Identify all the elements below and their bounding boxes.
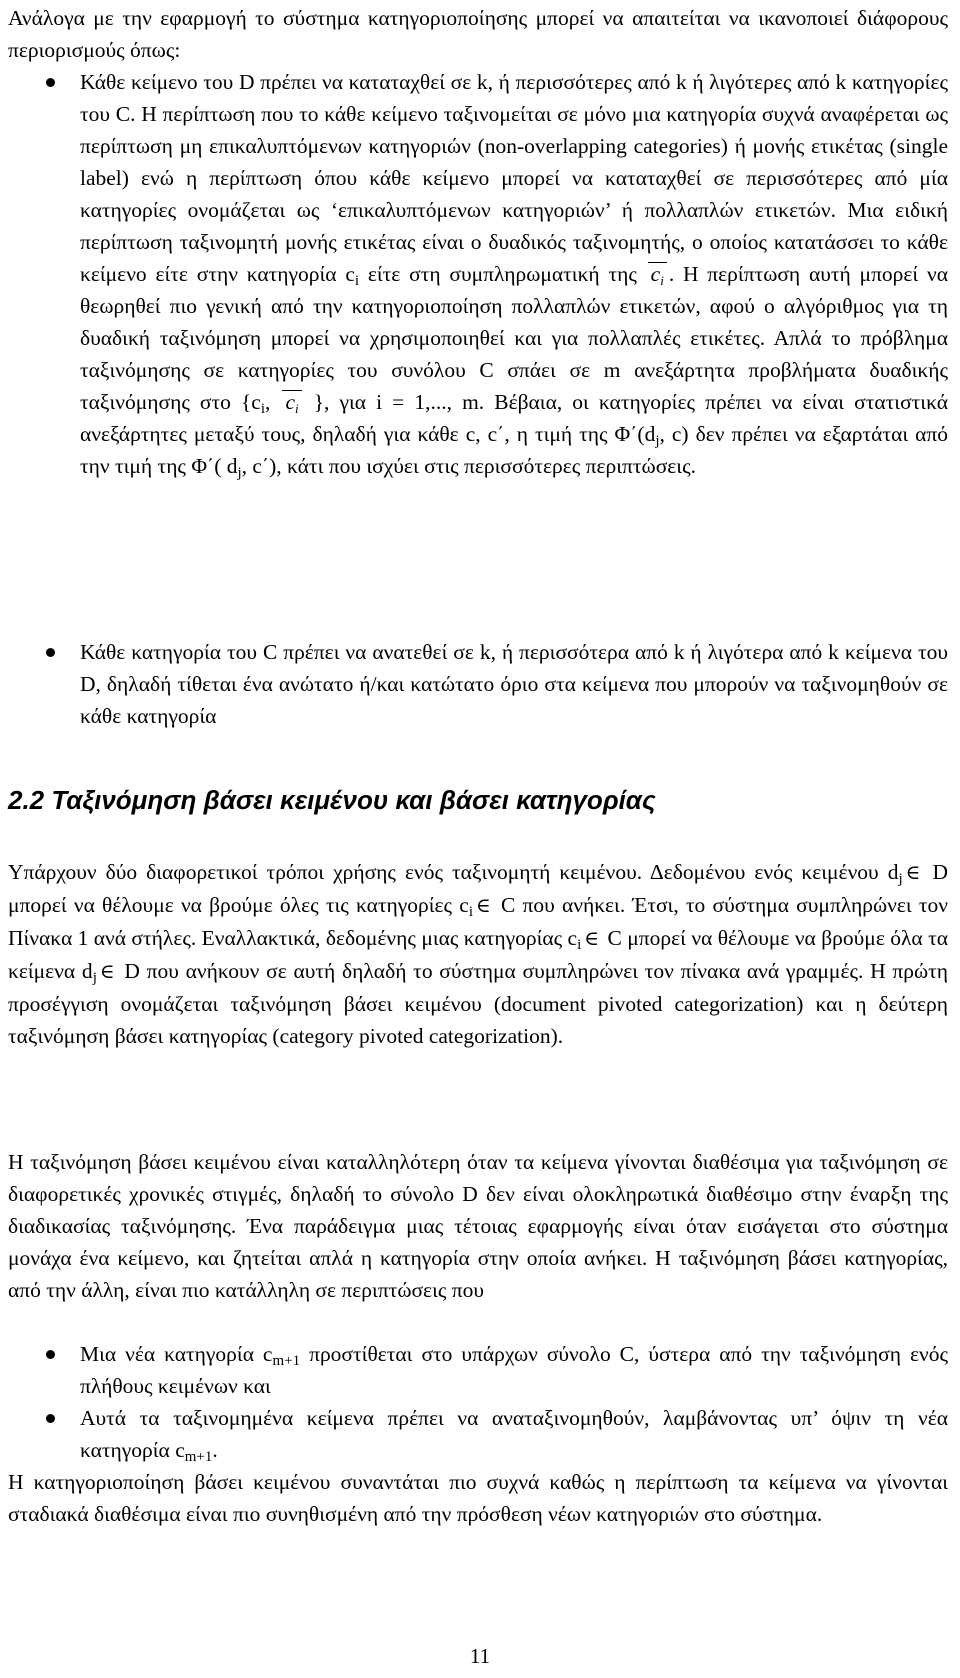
list-item bbox=[8, 1338, 948, 1402]
text-run: είτε στη συμπληρωματική της bbox=[359, 262, 646, 286]
text-run: , c΄), κάτι που ισχύει στις περισσότερες περιπτώσεις. bbox=[241, 454, 696, 478]
text-run: }, για i = 1,..., m. Βέβαια, οι κατηγορίες πρέπει να είναι στατιστικά ανεξάρτητες μεταξύ τους, δηλαδή για κάθε c, c΄, η τιμή της Φ΄(d bbox=[80, 390, 948, 446]
subscript: m+1 bbox=[184, 1449, 213, 1465]
paragraph-classification-modes bbox=[8, 856, 948, 1052]
text-run: , bbox=[265, 390, 281, 414]
text-run: D μπορεί να θέλουμε να βρούμε όλες τις κατηγορίες c bbox=[8, 860, 948, 917]
category-cases-list bbox=[8, 1338, 948, 1466]
subscript: i bbox=[354, 273, 360, 289]
element-of-symbol: ∈ bbox=[475, 895, 491, 917]
page-number: 11 bbox=[469, 1644, 491, 1668]
math-letter: c bbox=[285, 390, 296, 414]
text-run: προστίθεται στο υπάρχων σύνολο C, ύστερα από την ταξινόμηση ενός πλήθους κειμένων και bbox=[80, 1342, 949, 1398]
element-of-symbol: ∈ bbox=[584, 928, 600, 950]
text-run: Υπάρχουν δύο διαφορετικοί τρόποι χρήσης ενός ταξινομητή κειμένου. Δεδομένου ενός κειμένου d bbox=[8, 860, 899, 884]
intro-paragraph: Ανάλογα με την εφαρμογή το σύστημα κατηγοριοποίησης μπορεί να απαιτείται να ικανοποιεί διάφορους περιορισμούς όπως: bbox=[8, 6, 948, 62]
text-run: , c) δεν πρέπει να εξαρτάται από την τιμή της Φ΄( d bbox=[80, 422, 948, 478]
subscript: j bbox=[655, 433, 660, 449]
list-item bbox=[8, 66, 948, 482]
text-run: Αυτά τα ταξινομημένα κείμενα πρέπει να αναταξινομηθούν, λαμβάνοντας υπ’ όψιν τη νέα κατηγορία c bbox=[80, 1406, 948, 1462]
math-letter: c bbox=[650, 262, 661, 286]
constraints-list bbox=[8, 66, 948, 482]
bullet-dot-icon bbox=[46, 78, 55, 87]
text-run: Κάθε κατηγορία του C πρέπει να ανατεθεί σε k, ή περισσότερα από k ή λιγότερα από k κείμενα του D, δηλαδή τίθεται ένα ανώτατο ή/και κατώτατο όριο στα κείμενα που μπορούν να ταξινομηθούν σε κάθε κατηγορία bbox=[80, 640, 948, 728]
text-run: Κάθε κείμενο του D πρέπει να καταταχθεί σε k, ή περισσότερες από k ή λιγότερες από k κατηγορίες του C. Η περίπτωση που το κάθε κείμενο ταξινομείται σε μόνο μια κατηγορία συχνά αναφέρεται ως περίπτωση μη επικαλυπτόμενων κατηγοριών (non-overlapping categories) ή μονής ετικέτας (single label) ενώ η περίπτωση όπου κάθε κείμενο μπορεί να καταταχθεί σε περισσότερες από μία κατηγορίες ονομάζεται ως ‘επικαλυπτόμενων κατηγοριών’ ή πολλαπλών ετικετών. Μια ειδική περίπτωση ταξινομητή μονής ετικέτας είναι ο δυαδικός ταξινομητής, ο οποίος κατατάσσει το κάθε κείμενο είτε στην κατηγορία c bbox=[80, 70, 948, 286]
math-subscript: i bbox=[295, 401, 299, 416]
math-complement-symbol bbox=[282, 390, 301, 416]
subscript: m+1 bbox=[272, 1353, 301, 1369]
section-heading: 2.2 Ταξινόμηση βάσει κειμένου και βάσει κατηγορίας bbox=[8, 785, 656, 815]
paragraph-conclusion: Η κατηγοριοποίηση βάσει κειμένου συναντάται πιο συχνά καθώς η περίπτωση τα κείμενα να γίνονται σταδιακά διαθέσιμα είναι πιο συνηθισμένη από την πρόσθεση νέων κατηγοριών στο σύστημα. bbox=[8, 1470, 948, 1526]
subscript: j bbox=[237, 465, 242, 481]
subscript: i bbox=[577, 937, 582, 953]
subscript: i bbox=[260, 401, 266, 417]
math-complement-symbol bbox=[648, 262, 667, 288]
list-item bbox=[8, 1402, 948, 1466]
constraints-list-2 bbox=[8, 636, 948, 732]
text-run: D που ανήκουν σε αυτή δηλαδή το σύστημα συμπληρώνει τον πίνακα ανά γραμμές. Η πρώτη προσέγγιση ονομάζεται ταξινόμηση βάσει κειμένου (document pivoted categorization) και η δεύτερη ταξινόμηση βάσει κατηγορίας (category pivoted categorization). bbox=[8, 959, 948, 1048]
text-run: . bbox=[212, 1438, 218, 1462]
element-of-symbol: ∈ bbox=[905, 862, 921, 884]
subscript: j bbox=[898, 871, 903, 887]
bullet-dot-icon bbox=[46, 1350, 55, 1359]
subscript: i bbox=[468, 904, 473, 920]
bullet-dot-icon bbox=[46, 1414, 55, 1423]
text-run: C μπορεί να θέλουμε να βρούμε όλα τα κείμενα d bbox=[8, 926, 948, 983]
text-run: C που ανήκει. Έτσι, το σύστημα συμπληρώνει τον Πίνακα 1 ανά στήλες. Εναλλακτικά, δεδομένης μιας κατηγορίας c bbox=[8, 893, 948, 950]
list-item bbox=[8, 636, 948, 732]
paragraph-document-pivoted: Η ταξινόμηση βάσει κειμένου είναι καταλληλότερη όταν τα κείμενα γίνονται διαθέσιμα για ταξινόμηση σε διαφορετικές χρονικές στιγμές, δηλαδή το σύνολο D δεν είναι ολοκληρωτικά διαθέσιμο στην έναρξη της διαδικασίας ταξινόμησης. Ένα παράδειγμα μιας τέτοιας εφαρμογής είναι όταν εισάγεται στο σύστημα μονάχα ένα κείμενο, και ζητείται απλά η κατηγορία στην οποία ανήκει. Η ταξινόμηση βάσει κατηγορίας, από την άλλη, είναι πιο κατάλληλη σε περιπτώσεις που bbox=[8, 1150, 948, 1302]
text-run: . Η περίπτωση αυτή μπορεί να θεωρηθεί πιο γενική από την κατηγοριοποίηση πολλαπλών ετικετών, αφού ο αλγόριθμος για τη δυαδική ταξινόμηση μπορεί να χρησιμοποιηθεί και για πολλαπλές ετικέτες. Απλά το πρόβλημα ταξινόμησης σε κατηγορίες του συνόλου C σπάει σε m ανεξάρτητα προβλήματα δυαδικής ταξινόμησης στο {c bbox=[80, 262, 948, 414]
bullet-dot-icon bbox=[46, 648, 55, 657]
subscript: j bbox=[92, 970, 97, 986]
element-of-symbol: ∈ bbox=[99, 961, 115, 983]
text-run: Μια νέα κατηγορία c bbox=[80, 1342, 273, 1366]
math-subscript: i bbox=[660, 273, 664, 288]
